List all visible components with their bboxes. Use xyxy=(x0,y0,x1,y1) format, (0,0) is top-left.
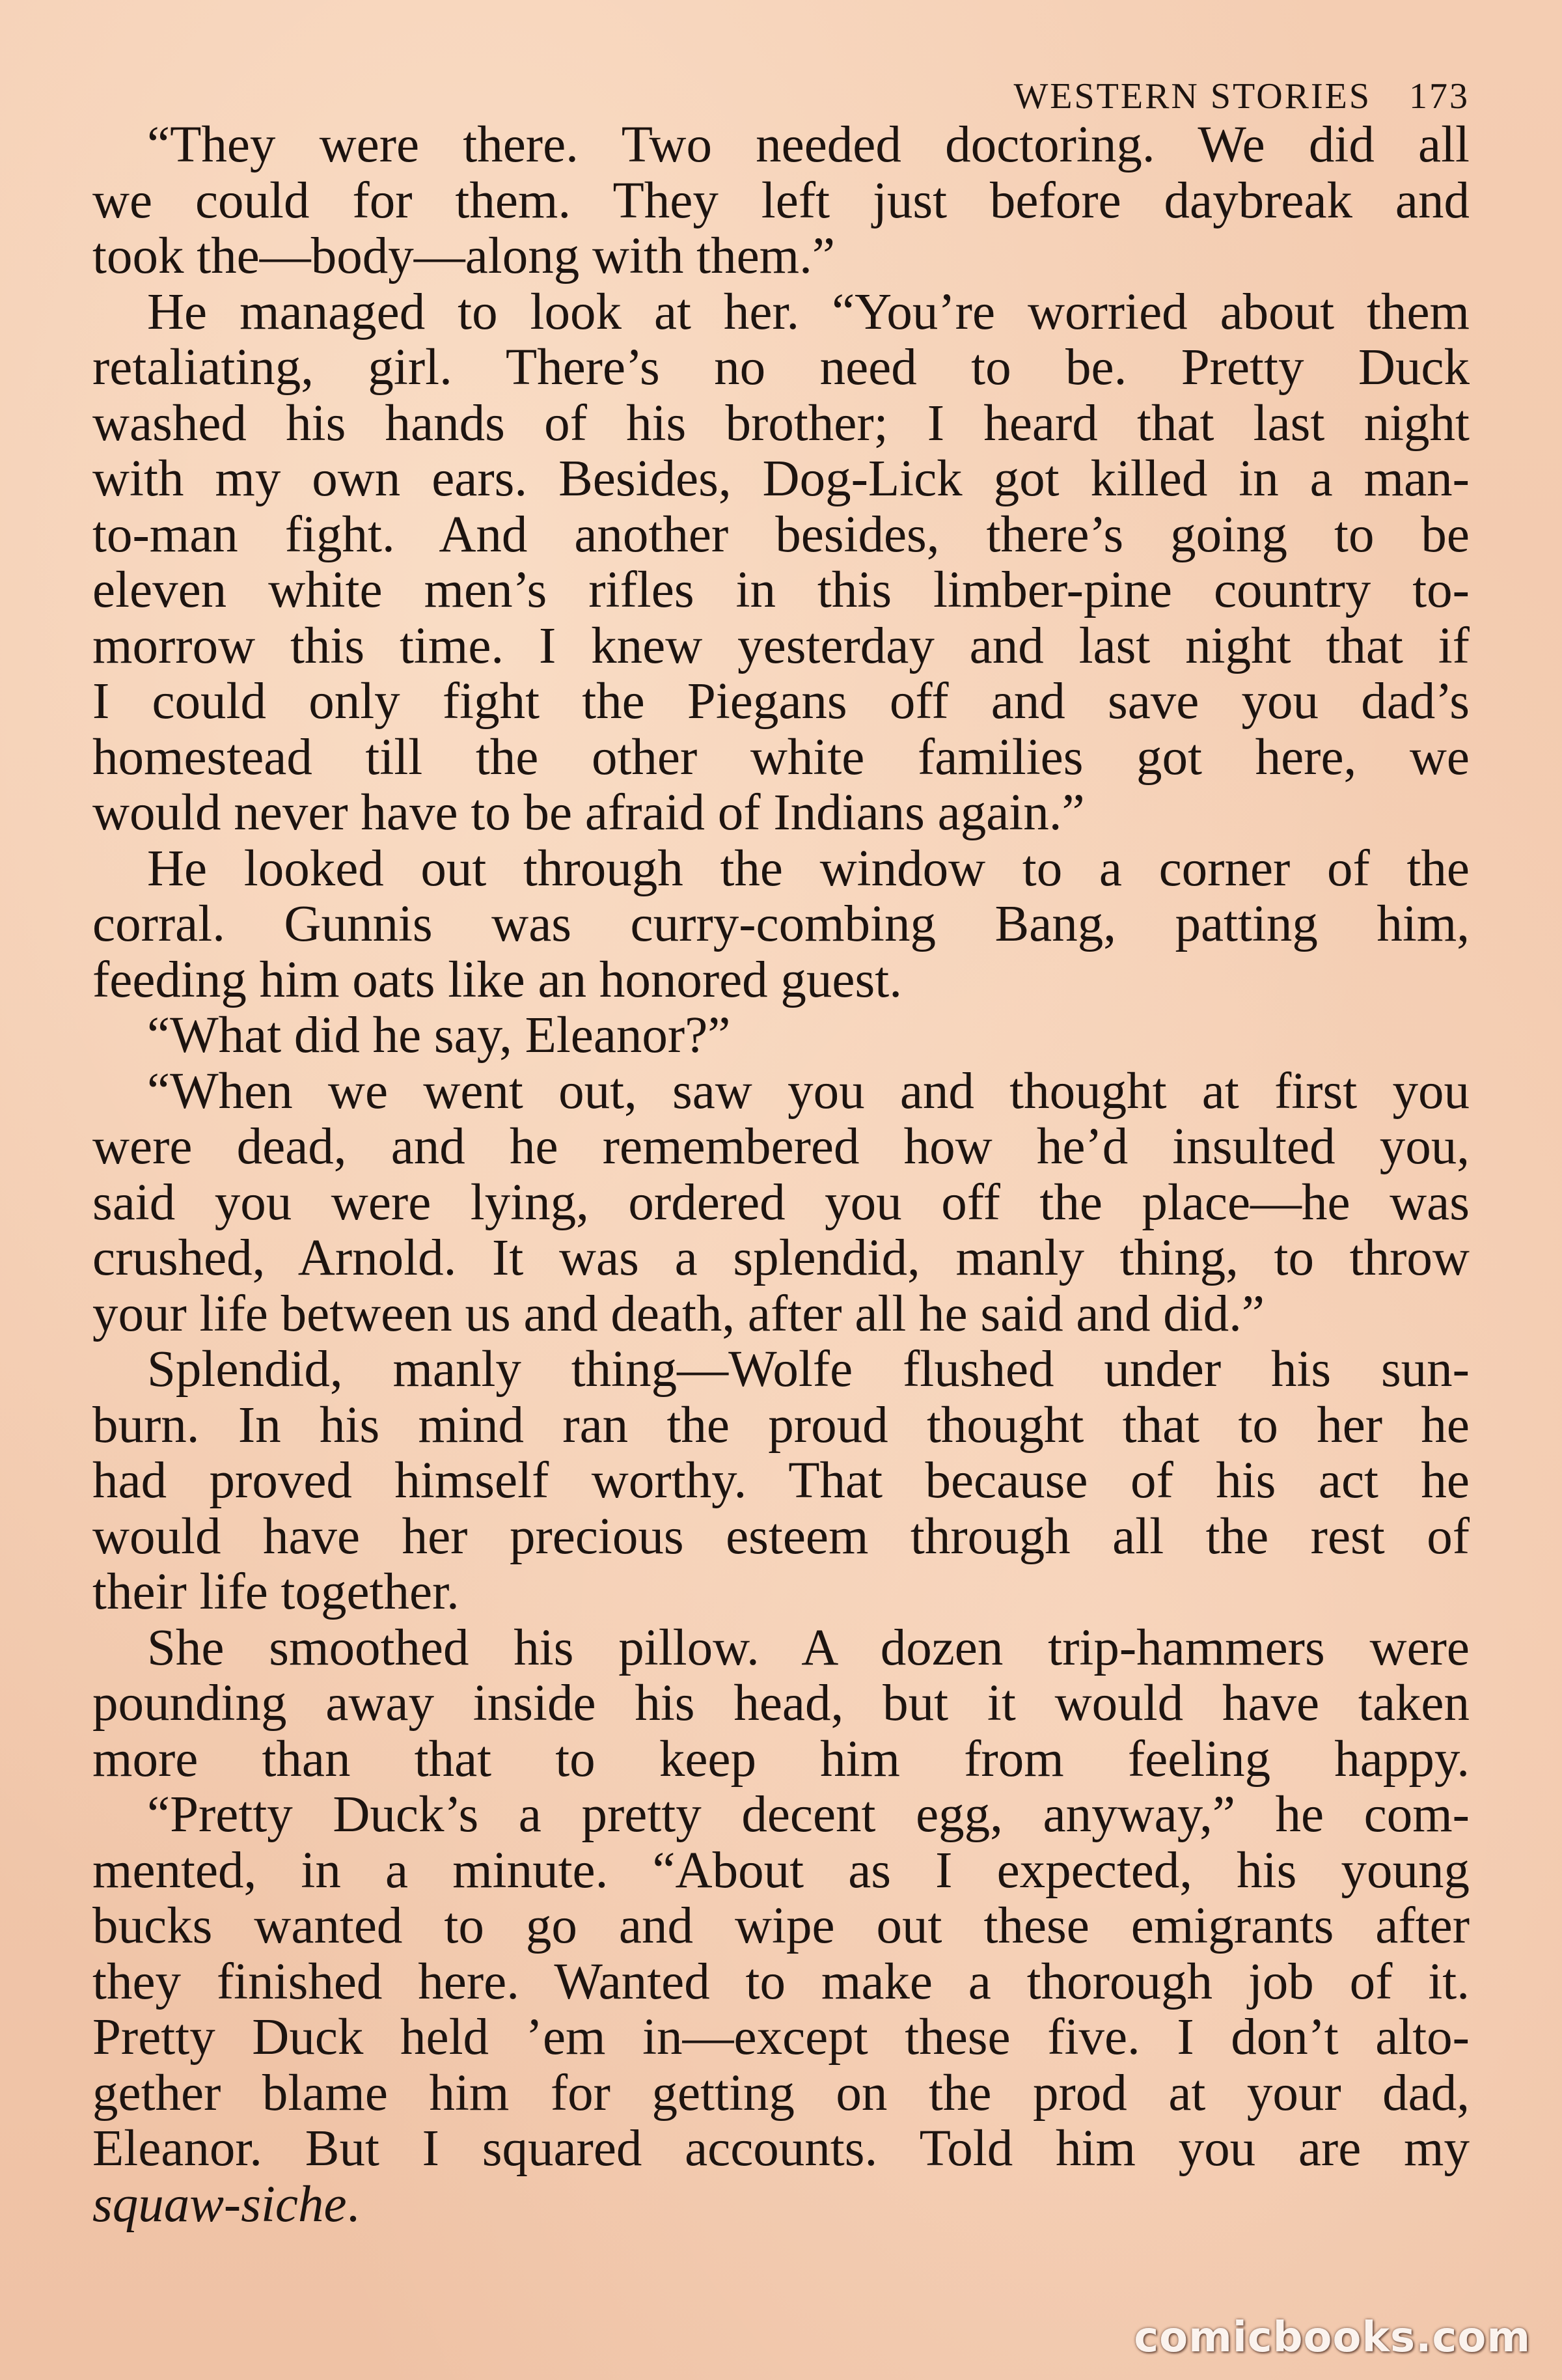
text-line: said you were lying, ordered you off the place—he was xyxy=(92,1174,1470,1230)
text-line: “Pretty Duck’s a pretty decent egg, anyway,” he com- xyxy=(147,1787,1470,1843)
text-line: would have her precious esteem through all the rest of xyxy=(92,1508,1470,1564)
text-line: “What did he say, Eleanor?” xyxy=(147,1008,731,1064)
site-watermark: comicbooks.com xyxy=(1134,2314,1531,2362)
text-line: retaliating, girl. There’s no need to be. Pretty Duck xyxy=(92,340,1470,396)
page-number: 173 xyxy=(1409,76,1470,117)
text-line: to-man fight. And another besides, there’s going to be xyxy=(92,506,1470,562)
text-line: had proved himself worthy. That because of his act he xyxy=(92,1453,1470,1509)
text-line: “When we went out, saw you and thought at first you xyxy=(147,1063,1470,1119)
text-line: were dead, and he remembered how he’d insulted you, xyxy=(92,1119,1470,1175)
text-line: “They were there. Two needed doctoring. We did all xyxy=(147,117,1470,173)
text-line: their life together. xyxy=(92,1564,459,1620)
text-line: pounding away inside his head, but it would have taken xyxy=(92,1676,1470,1732)
italic-term: squaw-siche xyxy=(92,2176,347,2232)
text-line: mented, in a minute. “About as I expected, his young xyxy=(92,1842,1470,1898)
text-line: we could for them. They left just before daybreak and xyxy=(92,173,1470,228)
running-head-title: WESTERN STORIES xyxy=(1013,76,1371,117)
text-line: with my own ears. Besides, Dog-Lick got killed in a man- xyxy=(92,451,1470,507)
text-line: your life between us and death, after all he said and did.” xyxy=(92,1286,1265,1342)
text-line: Splendid, manly thing—Wolfe flushed under his sun- xyxy=(147,1342,1470,1398)
running-head xyxy=(1013,77,1470,116)
text-line: eleven white men’s rifles in this limber-pine country to- xyxy=(92,562,1470,618)
text-line: burn. In his mind ran the proud thought that to her he xyxy=(92,1397,1470,1453)
text-line: Eleanor. But I squared accounts. Told him you are my xyxy=(92,2121,1470,2177)
text-line: homestead till the other white families got here, we xyxy=(92,729,1470,785)
text-line: She smoothed his pillow. A dozen trip-hammers were xyxy=(147,1620,1470,1676)
text-line: more than that to keep him from feeling happy. xyxy=(92,1731,1470,1787)
text-line: bucks wanted to go and wipe out these emigrants after xyxy=(92,1898,1470,1954)
text-line: gether blame him for getting on the prod at your dad, xyxy=(92,2065,1470,2121)
text-line: took the—body—along with them.” xyxy=(92,228,835,284)
text-line: feeding him oats like an honored guest. xyxy=(92,952,902,1008)
text-line: He looked out through the window to a corner of the xyxy=(147,840,1470,896)
text-line: washed his hands of his brother; I heard that last night xyxy=(92,395,1470,451)
text-line: crushed, Arnold. It was a splendid, manly thing, to throw xyxy=(92,1230,1470,1286)
final-punctuation: . xyxy=(346,2176,360,2232)
body-text xyxy=(92,117,1470,2232)
text-line: I could only fight the Piegans off and save you dad’s xyxy=(92,674,1470,730)
text-line: morrow this time. I knew yesterday and last night that if xyxy=(92,618,1470,674)
text-line: corral. Gunnis was curry-combing Bang, patting him, xyxy=(92,896,1470,952)
text-line: they finished here. Wanted to make a thorough job of it. xyxy=(92,1954,1470,2010)
text-line: would never have to be afraid of Indians again.” xyxy=(92,785,1085,841)
text-line: Pretty Duck held ’em in—except these five. I don’t alto- xyxy=(92,2010,1470,2066)
text-line-final xyxy=(92,2177,1470,2233)
text-line: He managed to look at her. “You’re worried about them xyxy=(147,284,1470,340)
